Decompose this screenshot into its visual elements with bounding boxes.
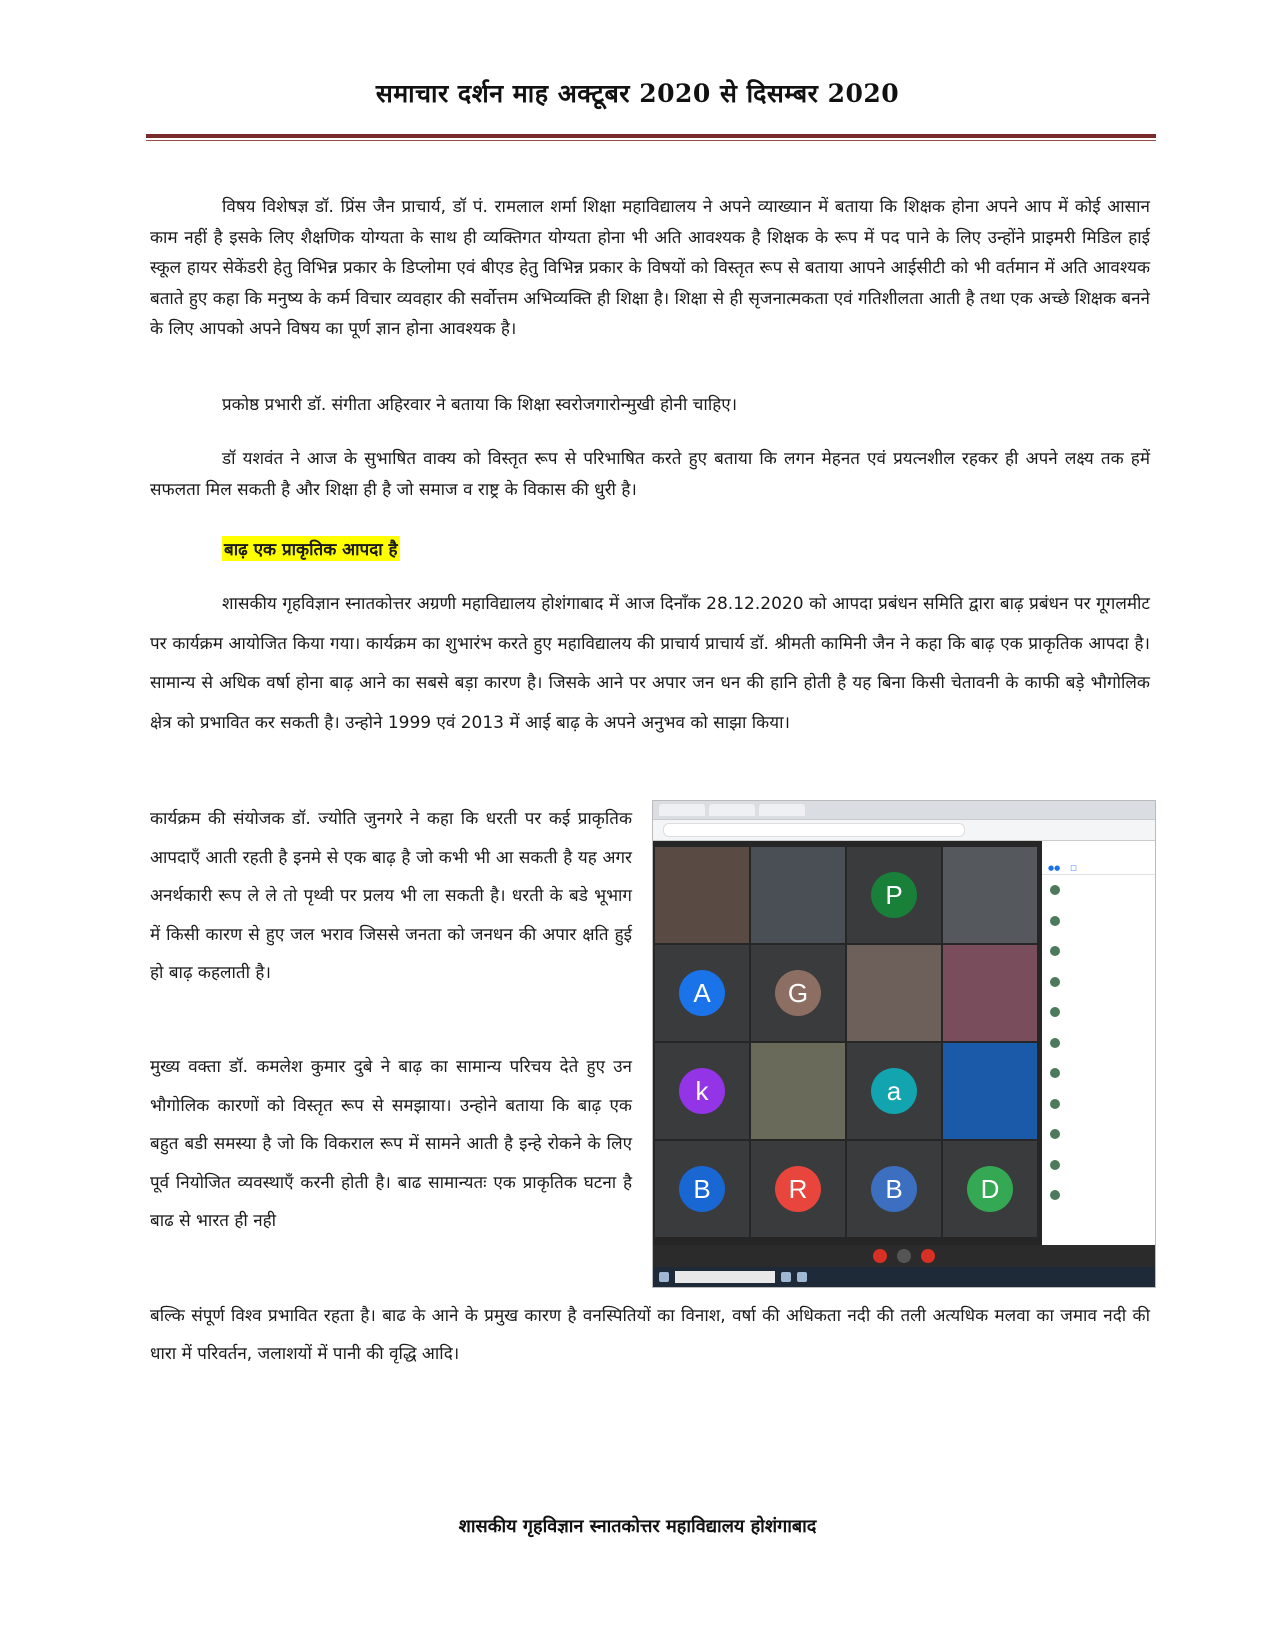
participant-avatar-icon — [1050, 1129, 1060, 1139]
participant-avatar: B — [871, 1166, 917, 1212]
video-grid-area — [653, 841, 1042, 1245]
participant-tile — [847, 1141, 941, 1237]
paragraph-3 — [150, 444, 1150, 505]
hangup-icon — [897, 1249, 911, 1263]
participant-video — [655, 847, 749, 943]
participant-avatar-icon — [1050, 1160, 1060, 1170]
participant-avatar: B — [679, 1166, 725, 1212]
participant-tile — [751, 847, 845, 943]
paragraph-7: बल्कि संपूर्ण विश्व प्रभावित रहता है। बाढ के आने के प्रमुख कारण है वनस्पितियों का विनाश, वर्षा की अधिकता नदी की तली अत्यधिक मलवा का जमाव नदी की धारा में परिवर्तन, जलाशयों में पानी की वृद्धि आदि। — [150, 1306, 1150, 1364]
participant-tile — [655, 1043, 749, 1139]
participant-tile — [943, 1043, 1037, 1139]
participant-video — [847, 945, 941, 1041]
participant-tile — [847, 847, 941, 943]
participant-tile — [847, 1043, 941, 1139]
participant-row — [1042, 1180, 1155, 1211]
participant-avatar-icon — [1050, 1190, 1060, 1200]
page-title: समाचार दर्शन माह अक्टूबर 2020 से दिसम्बर 2020 — [375, 79, 900, 108]
paragraph-2-text: प्रकोष्ठ प्रभारी डॉ. संगीता अहिरवार ने बताया कि शिक्षा स्वरोजगारोन्मुखी होनी चाहिए। — [222, 395, 738, 415]
url-field — [663, 823, 965, 837]
participant-avatar-icon — [1050, 1038, 1060, 1048]
taskbar-app-icon — [797, 1272, 807, 1282]
participant-video — [943, 1043, 1037, 1139]
participant-avatar-icon — [1050, 1099, 1060, 1109]
participant-video — [943, 945, 1037, 1041]
windows-taskbar — [653, 1267, 1156, 1287]
paragraph-1-text: विषय विशेषज्ञ डॉ. प्रिंस जैन प्राचार्य, डॉ पं. रामलाल शर्मा शिक्षा महाविद्यालय ने अपने व्याख्यान में बताया कि शिक्षक होना अपने आप में कोई आसान काम नहीं है इसके लिए शैक्षणिक योग्यता के साथ ही व्यक्तिगत योग्यता होना भी अति आवश्यक है शिक्षक के रूप में पद पाने के लिए उन्होंने प्राइमरी मिडिल हाई स्कूल हायर सेकेंडरी हेतु विभिन्न प्रकार के डिप्लोमा एवं बीएड हेतु विभिन्न प्रकार के विषयों को विस्तृत रूप से बताया आपने आईसीटी को भी वर्तमान में अति आवश्यक बताते हुए कहा कि मनुष्य के कर्म विचार व्यवहार की सर्वोत्तम अभिव्यक्ति ही शिक्षा है। शिक्षा से ही सृजनात्मकता एवं गतिशीलता आती है तथा एक अच्छे शिक्षक बनने के लिए आपको अपने विषय का पूर्ण ज्ञान होना आवश्यक है। — [150, 197, 1150, 339]
participant-avatar-icon — [1050, 1007, 1060, 1017]
browser-tabs — [653, 801, 1155, 820]
paragraph-4 — [150, 585, 1150, 743]
paragraph-3-text: डॉ यशवंत ने आज के सुभाषित वाक्य को विस्तृत रूप से परिभाषित करते हुए बताया कि लगन मेहनत एवं प्रयत्नशील रहकर ही अपने लक्ष्य तक हमें सफलता मिल सकती है और शिक्षा ही है जो समाज व राष्ट्र के विकास की धुरी है। — [150, 449, 1150, 500]
participant-avatar-icon — [1050, 1068, 1060, 1078]
participants-panel — [1042, 841, 1155, 1245]
browser-tab — [759, 804, 805, 816]
participant-avatar-icon — [1050, 946, 1060, 956]
participant-tile — [943, 847, 1037, 943]
meeting-screenshot — [652, 800, 1156, 1288]
paragraph-5 — [150, 800, 632, 993]
participant-avatar-icon — [1050, 916, 1060, 926]
participant-row — [1042, 936, 1155, 967]
browser-tab — [709, 804, 755, 816]
participant-avatar: P — [871, 872, 917, 918]
participant-avatar-icon — [1050, 885, 1060, 895]
taskbar-app-icon — [781, 1272, 791, 1282]
participant-row — [1042, 1058, 1155, 1089]
participant-tile — [943, 945, 1037, 1041]
participant-tile — [655, 1141, 749, 1237]
participant-grid — [655, 847, 1040, 1237]
participant-tile — [655, 945, 749, 1041]
header-rule — [146, 134, 1156, 138]
participant-avatar-icon — [1050, 977, 1060, 987]
participant-tile — [655, 847, 749, 943]
participant-row — [1042, 1028, 1155, 1059]
participant-row — [1042, 1119, 1155, 1150]
participant-row — [1042, 1150, 1155, 1181]
page-footer: शासकीय गृहविज्ञान स्नातकोत्तर महाविद्यालय होशंगाबाद — [458, 1516, 817, 1537]
participant-row — [1042, 997, 1155, 1028]
camera-off-icon — [921, 1249, 935, 1263]
participant-row — [1042, 967, 1155, 998]
participant-list — [1042, 875, 1155, 1211]
participant-avatar: R — [775, 1166, 821, 1212]
panel-title — [1042, 841, 1155, 862]
paragraph-4-text: शासकीय गृहविज्ञान स्नातकोत्तर अग्रणी महाविद्यालय होशंगाबाद में आज दिनाँक 28.12.2020 को आपदा प्रबंधन समिति द्वारा बाढ़ प्रबंधन पर गूगलमीट पर कार्यक्रम आयोजित किया गया। कार्यक्रम का शुभारंभ करते हुए महाविद्यालय की प्राचार्य प्राचार्य डॉ. श्रीमती कामिनी जैन ने कहा कि बाढ़ एक प्राकृतिक आपदा है। सामान्य से अधिक वर्षा होना बाढ़ आने का सबसे बड़ा कारण है। जिसके आने पर अपार जन धन की हानि होती है यह बिना किसी चेतावनी के काफी बड़े भौगोलिक क्षेत्र को प्रभावित कर सकती है। उन्होने 1999 एवं 2013 में आई बाढ़ के अपने अनुभव को साझा किया। — [150, 594, 1150, 733]
header-rule-thin — [146, 140, 1156, 141]
participant-video — [943, 847, 1037, 943]
section-heading: बाढ़ एक प्राकृतिक आपदा है — [222, 536, 400, 561]
browser-address-bar — [653, 820, 1155, 841]
mic-off-icon — [873, 1249, 887, 1263]
browser-tab — [659, 804, 705, 816]
participant-tile — [751, 1043, 845, 1139]
participant-tile — [943, 1141, 1037, 1237]
participant-tile — [751, 945, 845, 1041]
panel-tabs: ●● □ — [1042, 862, 1155, 875]
taskbar-search — [675, 1271, 775, 1283]
paragraph-6-text: मुख्य वक्ता डॉ. कमलेश कुमार दुबे ने बाढ़ का सामान्य परिचय देते हुए उन भौगोलिक कारणों को विस्तृत रूप से समझाया। उन्होने बताया कि बाढ़ एक बहुत बडी समस्या है जो कि विकराल रूप में सामने आती है इन्हे रोकने के लिए पूर्व नियोजित व्यवस्थाएँ करनी होती है। बाढ सामान्यतः एक प्राकृतिक घटना है बाढ से भारत ही नही — [150, 1057, 632, 1231]
participant-avatar: G — [775, 970, 821, 1016]
paragraph-2 — [150, 390, 1150, 421]
participant-avatar: a — [871, 1068, 917, 1114]
start-icon — [659, 1272, 669, 1282]
participant-row — [1042, 1089, 1155, 1120]
participant-avatar: D — [967, 1166, 1013, 1212]
participant-tile — [847, 945, 941, 1041]
paragraph-5-text: कार्यक्रम की संयोजक डॉ. ज्योति जुनगरे ने कहा कि धरती पर कई प्राकृतिक आपदाएँ आती रहती है इनमे से एक बाढ़ है जो कभी भी आ सकती है यह अगर अनर्थकारी रूप ले ले तो पृथ्वी पर प्रलय भी ला सकती है। धरती के बडे भूभाग में किसी कारण से हुए जल भराव जिससे जनता को जनधन की अपार क्षति हुई हो बाढ़ कहलाती है। — [150, 809, 632, 983]
participant-video — [751, 1043, 845, 1139]
participant-row — [1042, 906, 1155, 937]
participant-row — [1042, 875, 1155, 906]
participant-avatar: k — [679, 1068, 725, 1114]
call-controls — [653, 1245, 1155, 1267]
paragraph-6 — [150, 1048, 632, 1241]
participant-avatar: A — [679, 970, 725, 1016]
participant-tile — [751, 1141, 845, 1237]
participant-video — [751, 847, 845, 943]
paragraph-1 — [150, 192, 1150, 345]
